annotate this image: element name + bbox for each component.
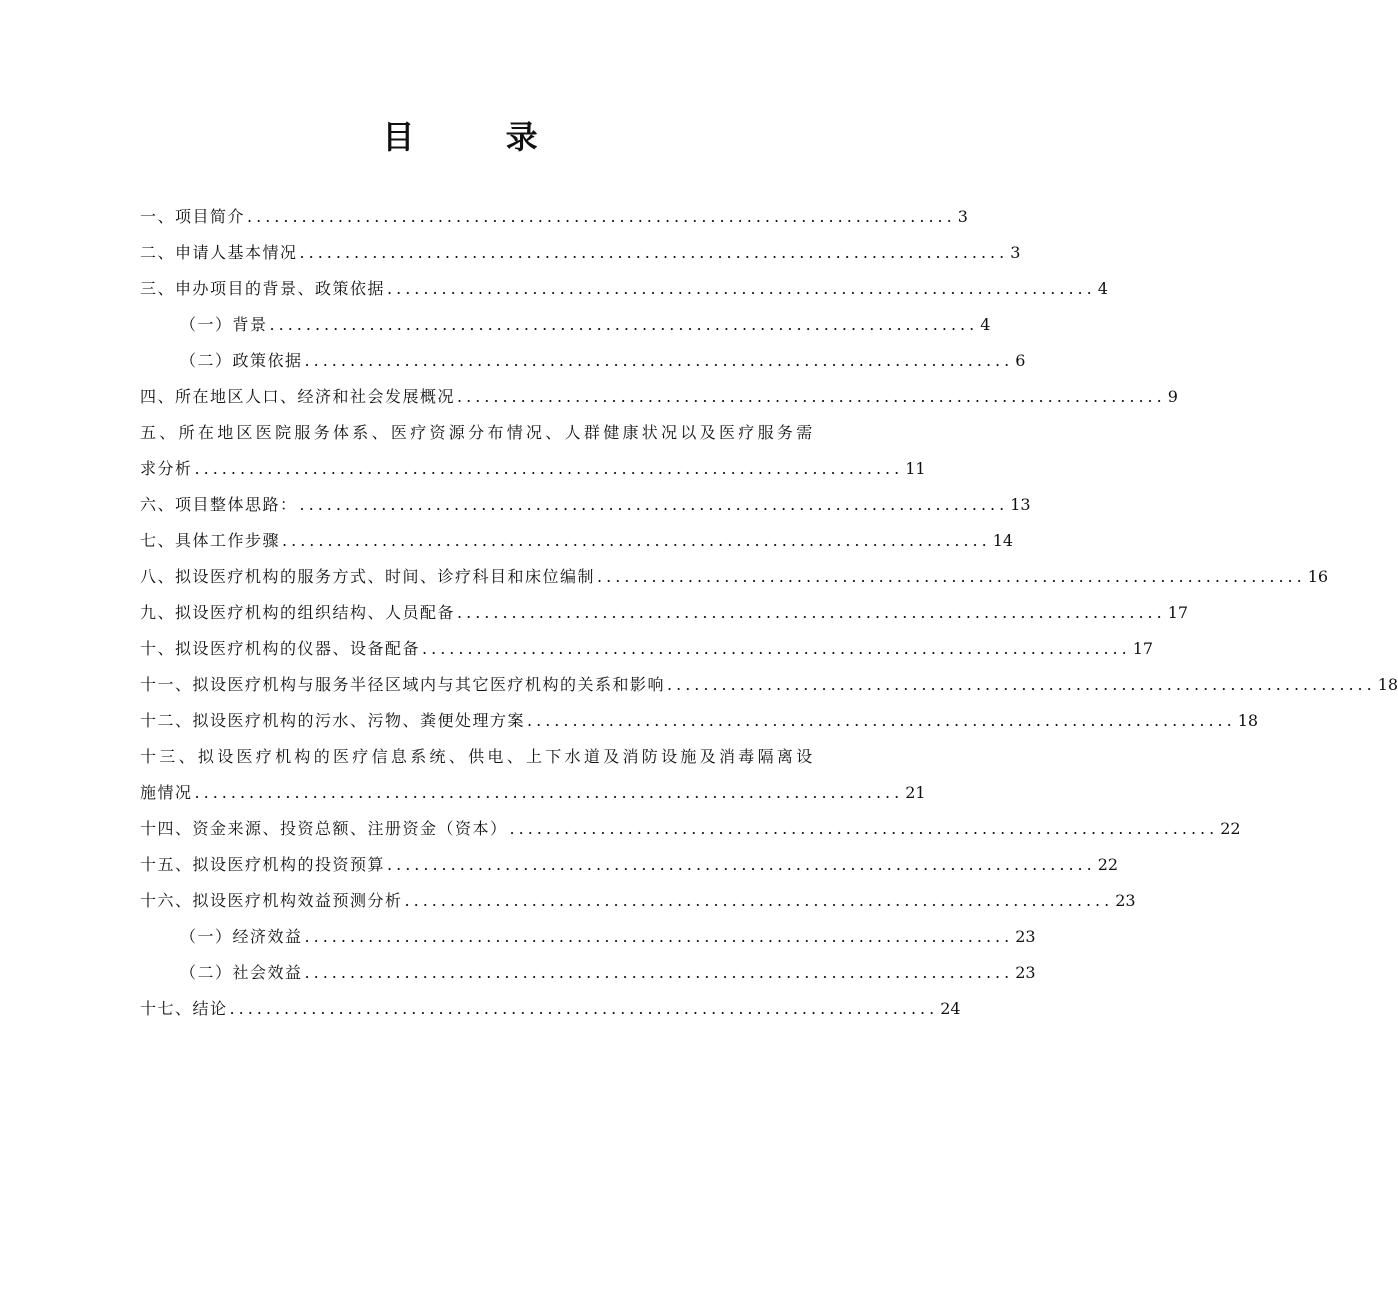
toc-page-number: 23 xyxy=(1015,963,1036,982)
toc-page-number: 22 xyxy=(1097,855,1119,874)
toc-page-number: 3 xyxy=(957,207,968,226)
toc-leader-dots: .............................................................................. xyxy=(422,639,1131,658)
toc-leader-dots: .............................................................................. xyxy=(457,387,1166,406)
toc-leader-dots: .............................................................................. xyxy=(299,243,1009,262)
toc-entry-label: 十一、拟设医疗机构与服务半径区域内与其它医疗机构的关系和影响 xyxy=(140,675,666,694)
toc-entry-label: 七、具体工作步骤 xyxy=(140,531,281,550)
toc-entry-label-line2: 施情况 xyxy=(140,783,193,802)
toc-page-number: 17 xyxy=(1167,603,1189,622)
toc-entry-label: 十六、拟设医疗机构效益预测分析 xyxy=(140,891,403,910)
toc-page-number: 4 xyxy=(1097,279,1108,298)
toc-entry-8[interactable] xyxy=(140,559,1329,595)
toc-leader-dots: .............................................................................. xyxy=(304,927,1014,946)
toc-entry-9[interactable] xyxy=(140,595,1189,631)
toc-leader-dots: .............................................................................. xyxy=(387,855,1096,874)
toc-entry-label: 二、申请人基本情况 xyxy=(140,243,298,262)
toc-entry-label: 十二、拟设医疗机构的污水、污物、粪便处理方案 xyxy=(140,711,526,730)
toc-page-number: 11 xyxy=(905,459,926,478)
toc-page-number: 21 xyxy=(905,783,926,802)
toc-page-number: 13 xyxy=(1010,495,1031,514)
toc-entry-label: 十七、结论 xyxy=(140,999,228,1018)
toc-entry-label: （一）背景 xyxy=(180,315,268,334)
toc-entry-label: （二）社会效益 xyxy=(180,963,303,982)
toc-entry-10[interactable] xyxy=(140,631,1154,667)
toc-entry-16-1[interactable] xyxy=(140,919,1036,955)
toc-entry-label: （一）经济效益 xyxy=(180,927,303,946)
toc-leader-dots: .............................................................................. xyxy=(194,783,904,802)
toc-leader-dots: .............................................................................. xyxy=(194,459,904,478)
toc-entry-5[interactable] xyxy=(140,415,926,487)
toc-leader-dots: .............................................................................. xyxy=(597,567,1306,586)
toc-page-number: 4 xyxy=(980,315,991,334)
toc-page-number: 22 xyxy=(1220,819,1241,838)
toc-page-number: 23 xyxy=(1115,891,1136,910)
page-title: 目 录 xyxy=(382,118,578,156)
toc-entry-label-line2: 求分析 xyxy=(140,459,193,478)
toc-entry-label-line1: 十三、拟设医疗机构的医疗信息系统、供电、上下水道及消防设施及消毒隔离设 xyxy=(140,747,816,766)
toc-entry-label: 三、申办项目的背景、政策依据 xyxy=(140,279,386,298)
toc-page-number: 9 xyxy=(1167,387,1178,406)
toc-entry-1[interactable] xyxy=(140,199,968,235)
toc-leader-dots: .............................................................................. xyxy=(304,351,1014,370)
toc-entry-label-line1: 五、所在地区医院服务体系、医疗资源分布情况、人群健康状况以及医疗服务需 xyxy=(140,423,816,442)
toc-entry-label: 十五、拟设医疗机构的投资预算 xyxy=(140,855,386,874)
toc-entry-label: 四、所在地区人口、经济和社会发展概况 xyxy=(140,387,456,406)
toc-entry-6[interactable] xyxy=(140,487,1031,523)
toc-leader-dots: .............................................................................. xyxy=(282,531,991,550)
toc-entry-3-1[interactable] xyxy=(140,307,991,343)
toc-leader-dots: .............................................................................. xyxy=(509,819,1219,838)
toc-leader-dots: .............................................................................. xyxy=(457,603,1166,622)
toc-page-number: 3 xyxy=(1010,243,1021,262)
toc-entry-13[interactable] xyxy=(140,739,926,811)
toc-entry-3-2[interactable] xyxy=(140,343,1026,379)
toc-entry-label: 十四、资金来源、投资总额、注册资金（资本） xyxy=(140,819,508,838)
table-of-contents xyxy=(140,199,1398,1027)
toc-entry-label: （二）政策依据 xyxy=(180,351,303,370)
toc-page-number: 18 xyxy=(1237,711,1259,730)
toc-leader-dots: .............................................................................. xyxy=(387,279,1096,298)
toc-page-number: 18 xyxy=(1377,675,1398,694)
toc-entry-7[interactable] xyxy=(140,523,1014,559)
toc-page-number: 23 xyxy=(1015,927,1036,946)
toc-entry-label: 六、项目整体思路： xyxy=(140,495,298,514)
toc-entry-16-2[interactable] xyxy=(140,955,1036,991)
toc-entry-12[interactable] xyxy=(140,703,1259,739)
toc-page-number: 14 xyxy=(992,531,1014,550)
toc-entry-label: 一、项目简介 xyxy=(140,207,246,226)
toc-leader-dots: .............................................................................. xyxy=(304,963,1014,982)
toc-page-number: 6 xyxy=(1015,351,1026,370)
toc-entry-15[interactable] xyxy=(140,847,1119,883)
toc-entry-label: 九、拟设医疗机构的组织结构、人员配备 xyxy=(140,603,456,622)
toc-entry-4[interactable] xyxy=(140,379,1178,415)
toc-entry-16[interactable] xyxy=(140,883,1136,919)
toc-leader-dots: .............................................................................. xyxy=(269,315,979,334)
toc-leader-dots: .............................................................................. xyxy=(404,891,1114,910)
toc-entry-label: 十、拟设医疗机构的仪器、设备配备 xyxy=(140,639,421,658)
toc-entry-17[interactable] xyxy=(140,991,961,1027)
toc-entry-3[interactable] xyxy=(140,271,1108,307)
toc-leader-dots: .............................................................................. xyxy=(299,495,1009,514)
toc-page-number: 24 xyxy=(940,999,961,1018)
toc-page-number: 16 xyxy=(1307,567,1329,586)
toc-page-number: 17 xyxy=(1132,639,1154,658)
toc-leader-dots: .............................................................................. xyxy=(527,711,1236,730)
toc-leader-dots: .............................................................................. xyxy=(229,999,939,1018)
toc-entry-label: 八、拟设医疗机构的服务方式、时间、诊疗科目和床位编制 xyxy=(140,567,596,586)
toc-entry-11[interactable] xyxy=(140,667,1398,703)
toc-entry-14[interactable] xyxy=(140,811,1241,847)
toc-entry-2[interactable] xyxy=(140,235,1021,271)
toc-leader-dots: .............................................................................. xyxy=(667,675,1376,694)
toc-leader-dots: .............................................................................. xyxy=(247,207,956,226)
